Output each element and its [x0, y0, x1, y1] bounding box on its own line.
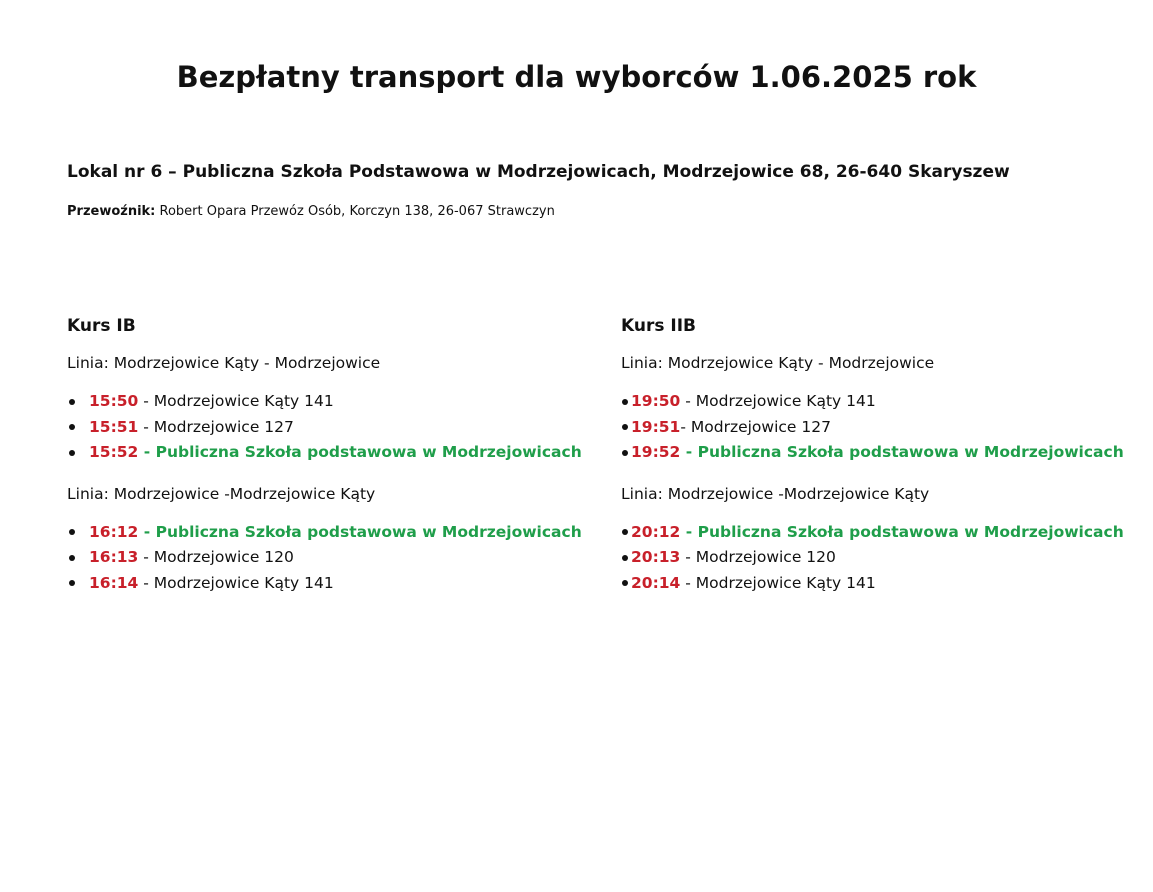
stop-item — [67, 520, 587, 546]
bullet-icon — [69, 424, 75, 430]
stop-item — [67, 545, 587, 571]
stop-list — [67, 520, 587, 597]
page-title: Bezpłatny transport dla wyborców 1.06.2025 rok — [176, 60, 977, 94]
stop-place: Modrzejowice 120 — [695, 548, 836, 566]
stop-place: Modrzejowice Kąty 141 — [153, 392, 334, 410]
stop-time: 19:51 — [631, 417, 681, 436]
stop-place: Modrzejowice 127 — [153, 417, 294, 436]
stop-separator: - — [138, 392, 154, 410]
stop-time: 16:13 — [89, 548, 139, 566]
line-name: Linia: Modrzejowice -Modrzejowice Kąty — [67, 484, 376, 503]
stop-separator: - — [680, 443, 698, 461]
line-name: Linia: Modrzejowice Kąty - Modrzejowice — [621, 354, 935, 372]
polling-station-heading: Lokal nr 6 – Publiczna Szkoła Podstawowa w Modrzejowicach, Modrzejowice 68, 26-640 Skaryszew — [67, 162, 1010, 182]
course-title: Kurs IIB — [621, 316, 697, 336]
stop-time: 16:14 — [89, 573, 139, 592]
stop-time: 19:52 — [631, 443, 681, 461]
stop-time: 20:14 — [631, 573, 681, 592]
stop-time: 20:12 — [631, 522, 681, 541]
stop-place: Publiczna Szkoła podstawowa w Modrzejowicach — [155, 522, 582, 541]
stop-list — [67, 389, 587, 466]
bullet-icon — [622, 450, 628, 456]
stop-time: 19:50 — [631, 392, 681, 410]
stop-separator: - — [138, 417, 154, 436]
bullet-icon — [622, 529, 628, 535]
stop-item — [67, 389, 587, 415]
stop-separator: - — [680, 522, 698, 541]
bullet-icon — [622, 399, 628, 405]
stop-time: 15:50 — [89, 392, 139, 410]
stop-time: 15:51 — [89, 417, 139, 436]
bullet-icon — [622, 580, 628, 586]
carrier-label: Przewoźnik: — [67, 204, 156, 219]
line-name: Linia: Modrzejowice -Modrzejowice Kąty — [621, 484, 930, 503]
stop-item — [621, 389, 1141, 415]
stop-place: Modrzejowice 120 — [153, 548, 294, 566]
stop-separator: - — [138, 573, 154, 592]
stop-separator: - — [680, 417, 691, 436]
bullet-icon — [622, 555, 628, 561]
stop-item — [67, 440, 587, 466]
bullet-icon — [69, 399, 75, 405]
stop-separator: - — [138, 443, 156, 461]
stop-item — [621, 520, 1141, 546]
stop-separator: - — [138, 522, 156, 541]
stop-place: Publiczna Szkoła podstawowa w Modrzejowicach — [697, 522, 1124, 541]
stop-separator: - — [680, 392, 696, 410]
stop-place: Publiczna Szkoła podstawowa w Modrzejowicach — [697, 443, 1124, 461]
stop-item — [621, 440, 1141, 466]
bullet-icon — [69, 529, 75, 535]
stop-place: Modrzejowice Kąty 141 — [153, 573, 334, 592]
stop-separator: - — [680, 573, 696, 592]
stop-time: 16:12 — [89, 522, 139, 541]
line-name: Linia: Modrzejowice Kąty - Modrzejowice — [67, 354, 381, 372]
stop-time: 20:13 — [631, 548, 681, 566]
stop-list — [621, 389, 1141, 466]
stop-item — [621, 415, 1141, 441]
stop-separator: - — [138, 548, 154, 566]
stop-item — [621, 571, 1141, 597]
carrier-value: Robert Opara Przewóz Osób, Korczyn 138, 26-067 Strawczyn — [159, 204, 555, 219]
course-title: Kurs IB — [67, 316, 136, 336]
bullet-icon — [69, 580, 75, 586]
bullet-icon — [69, 450, 75, 456]
bullet-icon — [622, 424, 628, 430]
stop-list — [621, 520, 1141, 597]
stop-separator: - — [680, 548, 696, 566]
stop-place: Modrzejowice 127 — [690, 417, 831, 436]
stop-item — [621, 545, 1141, 571]
bullet-icon — [69, 555, 75, 561]
stop-place: Modrzejowice Kąty 141 — [695, 392, 876, 410]
stop-place: Modrzejowice Kąty 141 — [695, 573, 876, 592]
stop-place: Publiczna Szkoła podstawowa w Modrzejowicach — [155, 443, 582, 461]
stop-item — [67, 571, 587, 597]
stop-time: 15:52 — [89, 443, 139, 461]
course-iib — [621, 314, 1141, 596]
carrier-info — [67, 204, 555, 219]
stop-item — [67, 415, 587, 441]
course-ib — [67, 314, 587, 596]
